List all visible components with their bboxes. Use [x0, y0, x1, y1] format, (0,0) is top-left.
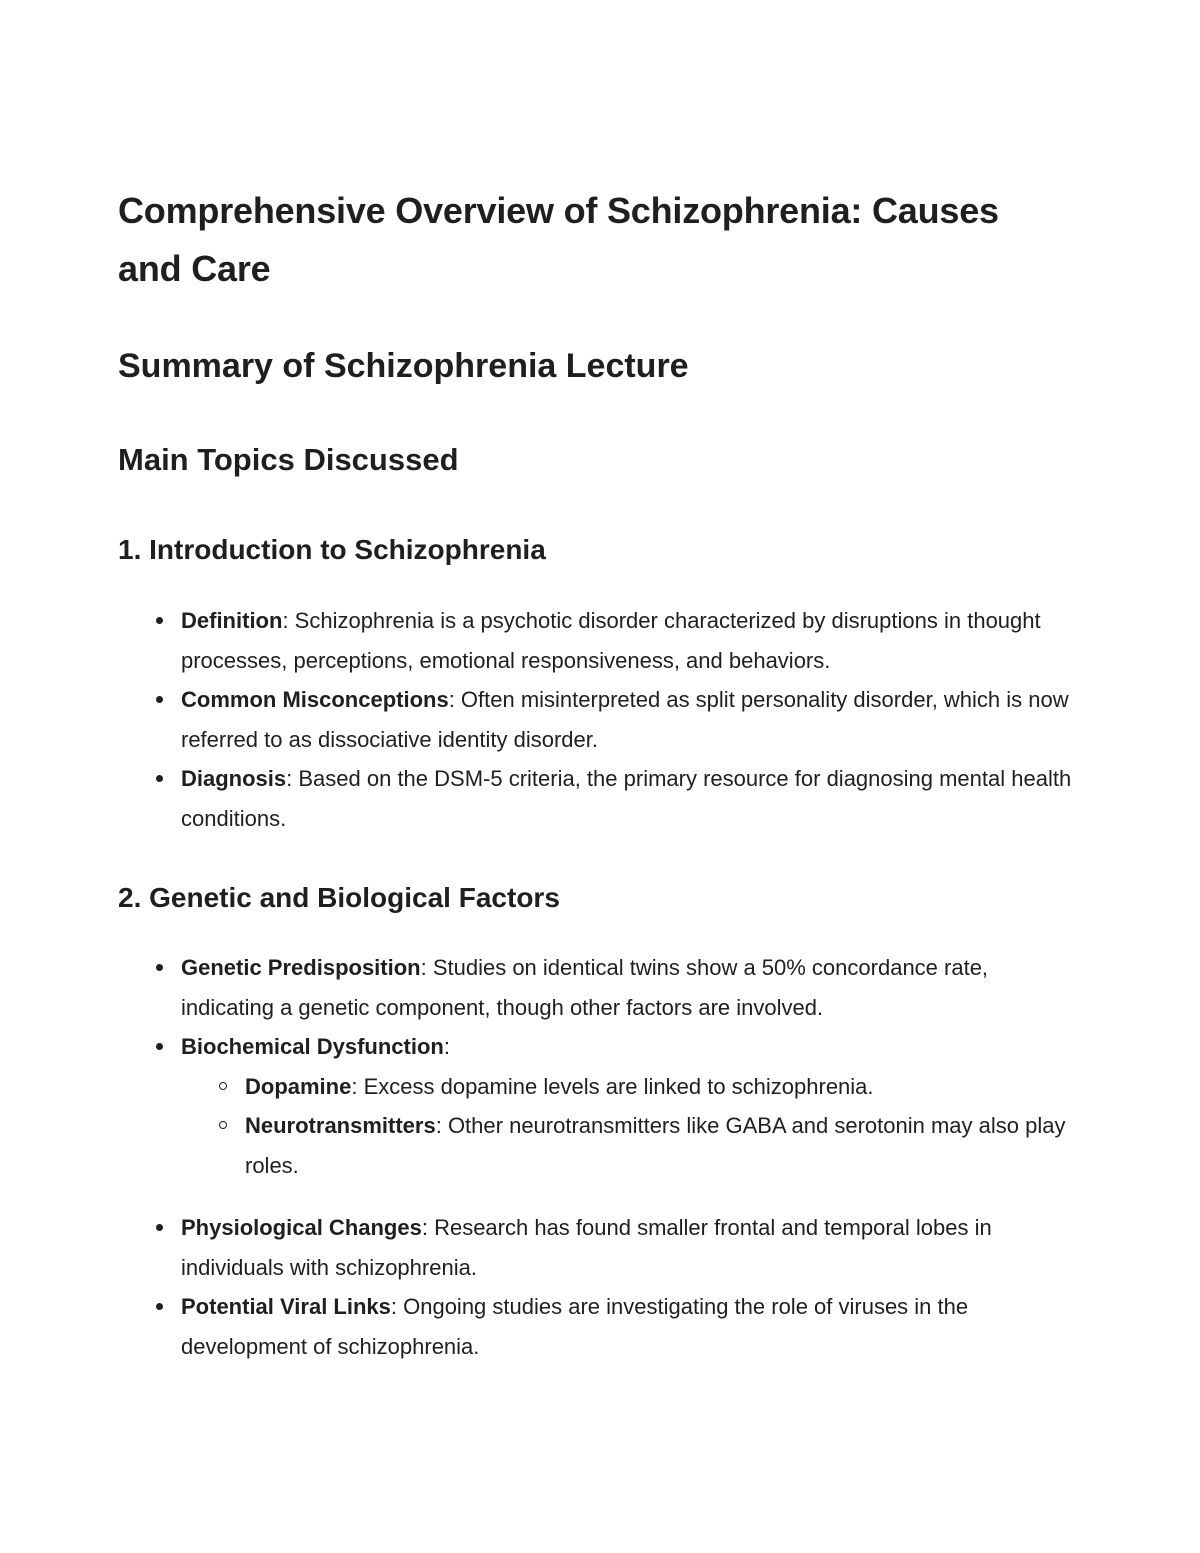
item-text: : Schizophrenia is a psychotic disorder characterized by disruptions in thought processes, perceptions, emotional responsiveness, and behaviors.: [181, 608, 1041, 673]
subitem-text: : Other neurotransmitters like GABA and serotonin may also play roles.: [245, 1113, 1066, 1178]
document-title: Comprehensive Overview of Schizophrenia: Causes and Care: [118, 190, 999, 289]
subitem-text: : Excess dopamine levels are linked to schizophrenia.: [351, 1073, 874, 1099]
section-heading-introduction: 1. Introduction to Schizophrenia: [118, 534, 546, 565]
item-text: : Based on the DSM-5 criteria, the primary resource for diagnosing mental health conditions.: [181, 766, 1072, 831]
item-text: : Research has found smaller frontal and temporal lobes in individuals with schizophrenia.: [181, 1215, 992, 1280]
item-term: Diagnosis: [181, 766, 287, 791]
item-term: Physiological Changes: [181, 1215, 422, 1240]
item-text: : Ongoing studies are investigating the role of viruses in the development of schizophrenia.: [181, 1294, 969, 1359]
item-text: :: [443, 1034, 450, 1059]
item-term: Potential Viral Links: [181, 1294, 391, 1319]
summary-heading: Summary of Schizophrenia Lecture: [118, 347, 689, 385]
list-item: [181, 948, 1081, 1027]
item-text: : Studies on identical twins show a 50% concordance rate, indicating a genetic component, though other factors are involved.: [181, 955, 989, 1020]
list-item: [181, 601, 1081, 680]
list-item: [181, 1208, 1081, 1287]
subitem-term: Neurotransmitters: [245, 1113, 436, 1138]
subitem-term: Dopamine: [245, 1073, 352, 1099]
item-text: : Often misinterpreted as split personality disorder, which is now referred to as dissociative identity disorder.: [181, 687, 1069, 752]
item-term: Definition: [181, 608, 283, 633]
item-term: Biochemical Dysfunction: [181, 1034, 444, 1059]
list-item: [181, 1027, 1081, 1185]
list-item: [181, 759, 1081, 838]
list-item: [181, 680, 1081, 759]
biochemical-sublist: [117, 1067, 1081, 1186]
item-term: Common Misconceptions: [181, 687, 449, 712]
topics-heading: Main Topics Discussed: [118, 442, 459, 477]
list-item: [181, 1287, 1081, 1366]
genetic-biological-list: [118, 948, 1081, 1366]
section-heading-genetic-biological: 2. Genetic and Biological Factors: [118, 882, 560, 913]
sublist-item: [181, 1106, 1081, 1185]
sublist-item: [181, 1067, 1081, 1107]
item-term: Genetic Predisposition: [181, 955, 421, 980]
introduction-list: [118, 601, 1081, 838]
